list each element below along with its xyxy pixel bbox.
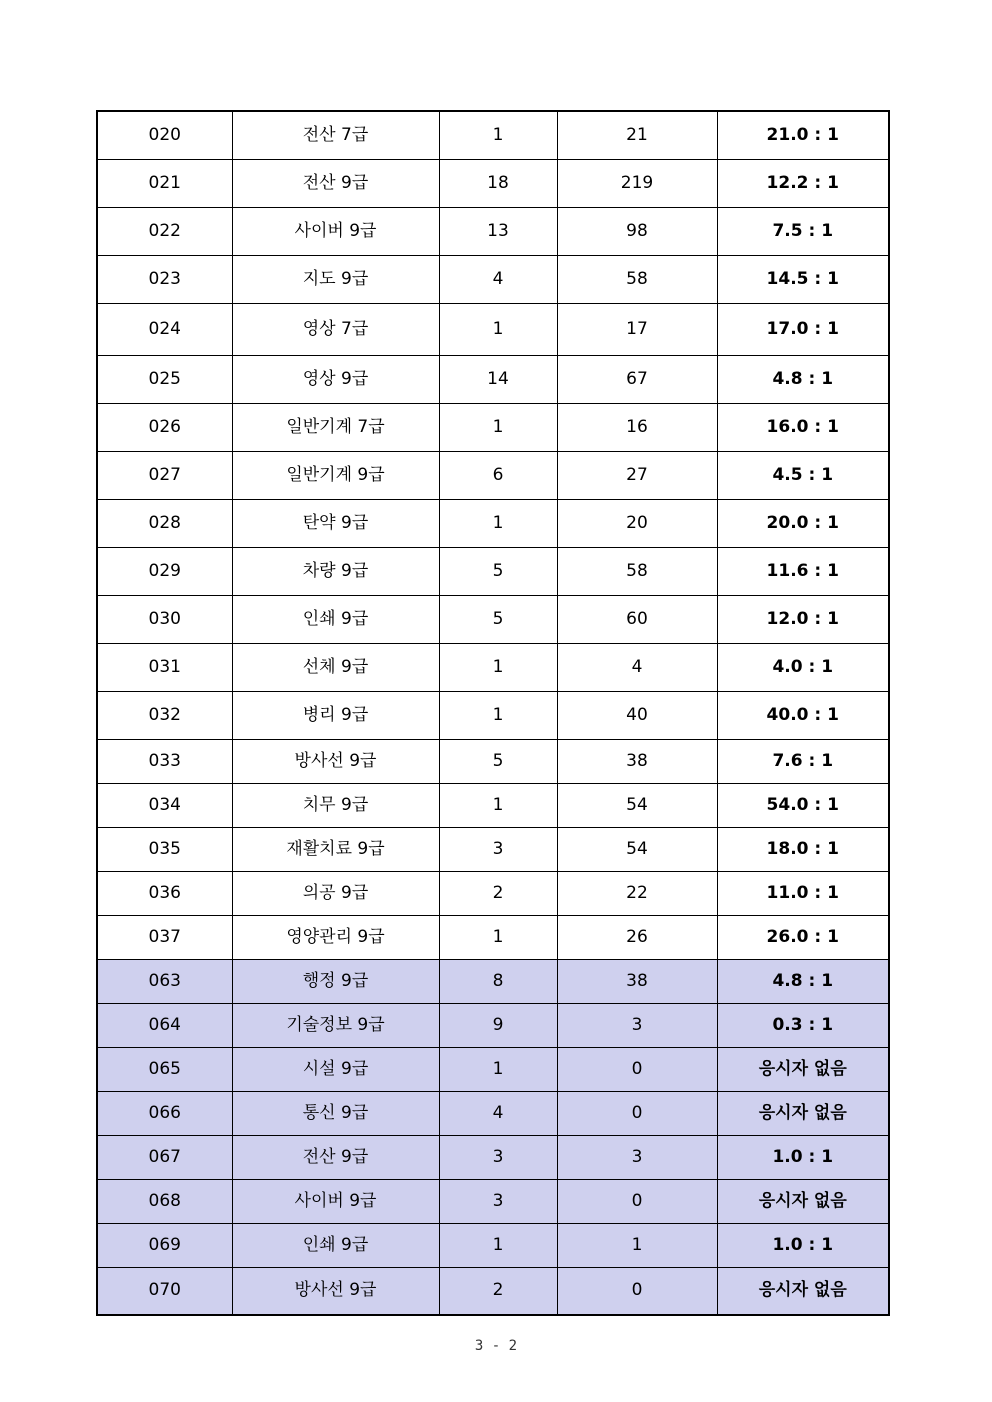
cell-ratio: 14.5 : 1 — [717, 255, 889, 303]
cell-ratio: 응시자 없음 — [717, 1179, 889, 1223]
cell-name: 지도 9급 — [232, 255, 439, 303]
cell-name: 일반기계 7급 — [232, 403, 439, 451]
cell-applicants: 58 — [557, 547, 717, 595]
table-row — [97, 111, 889, 159]
cell-positions: 1 — [439, 303, 557, 355]
cell-applicants: 219 — [557, 159, 717, 207]
page-number: 3 - 2 — [474, 1338, 518, 1354]
cell-ratio: 11.0 : 1 — [717, 871, 889, 915]
cell-applicants: 67 — [557, 355, 717, 403]
cell-ratio: 4.8 : 1 — [717, 355, 889, 403]
cell-positions: 1 — [439, 499, 557, 547]
cell-ratio: 21.0 : 1 — [717, 111, 889, 159]
cell-code: 025 — [97, 355, 232, 403]
cell-name: 일반기계 9급 — [232, 451, 439, 499]
cell-code: 067 — [97, 1135, 232, 1179]
cell-name: 방사선 9급 — [232, 1267, 439, 1315]
cell-code: 023 — [97, 255, 232, 303]
cell-positions: 8 — [439, 959, 557, 1003]
cell-ratio: 4.5 : 1 — [717, 451, 889, 499]
table-row — [97, 451, 889, 499]
cell-name: 사이버 9급 — [232, 207, 439, 255]
cell-name: 탄약 9급 — [232, 499, 439, 547]
cell-ratio: 12.0 : 1 — [717, 595, 889, 643]
cell-code: 022 — [97, 207, 232, 255]
cell-code: 037 — [97, 915, 232, 959]
cell-applicants: 4 — [557, 643, 717, 691]
table-row — [97, 783, 889, 827]
cell-code: 029 — [97, 547, 232, 595]
table-row — [97, 691, 889, 739]
cell-name: 시설 9급 — [232, 1047, 439, 1091]
cell-code: 032 — [97, 691, 232, 739]
cell-code: 024 — [97, 303, 232, 355]
cell-positions: 5 — [439, 547, 557, 595]
table-row — [97, 739, 889, 783]
cell-applicants: 0 — [557, 1267, 717, 1315]
cell-applicants: 98 — [557, 207, 717, 255]
table-row — [97, 871, 889, 915]
table-row — [97, 1091, 889, 1135]
cell-positions: 1 — [439, 783, 557, 827]
cell-ratio: 17.0 : 1 — [717, 303, 889, 355]
cell-applicants: 26 — [557, 915, 717, 959]
table-row — [97, 1179, 889, 1223]
cell-applicants: 20 — [557, 499, 717, 547]
cell-code: 021 — [97, 159, 232, 207]
cell-name: 전산 9급 — [232, 159, 439, 207]
cell-positions: 1 — [439, 403, 557, 451]
cell-ratio: 4.0 : 1 — [717, 643, 889, 691]
table-row — [97, 1267, 889, 1315]
cell-ratio: 1.0 : 1 — [717, 1135, 889, 1179]
cell-code: 069 — [97, 1223, 232, 1267]
cell-ratio: 응시자 없음 — [717, 1267, 889, 1315]
competition-table — [96, 110, 890, 1316]
table-row — [97, 1223, 889, 1267]
cell-ratio: 11.6 : 1 — [717, 547, 889, 595]
cell-ratio: 7.5 : 1 — [717, 207, 889, 255]
table-row — [97, 959, 889, 1003]
cell-name: 의공 9급 — [232, 871, 439, 915]
cell-applicants: 58 — [557, 255, 717, 303]
table-row — [97, 643, 889, 691]
cell-applicants: 60 — [557, 595, 717, 643]
table-row — [97, 207, 889, 255]
cell-positions: 2 — [439, 1267, 557, 1315]
cell-positions: 1 — [439, 1223, 557, 1267]
cell-name: 재활치료 9급 — [232, 827, 439, 871]
cell-positions: 4 — [439, 255, 557, 303]
cell-name: 행정 9급 — [232, 959, 439, 1003]
cell-applicants: 0 — [557, 1047, 717, 1091]
cell-applicants: 17 — [557, 303, 717, 355]
cell-name: 병리 9급 — [232, 691, 439, 739]
cell-ratio: 40.0 : 1 — [717, 691, 889, 739]
cell-applicants: 3 — [557, 1003, 717, 1047]
cell-code: 035 — [97, 827, 232, 871]
cell-ratio: 26.0 : 1 — [717, 915, 889, 959]
cell-positions: 14 — [439, 355, 557, 403]
cell-ratio: 54.0 : 1 — [717, 783, 889, 827]
table-row — [97, 1003, 889, 1047]
cell-code: 065 — [97, 1047, 232, 1091]
cell-name: 치무 9급 — [232, 783, 439, 827]
cell-name: 영양관리 9급 — [232, 915, 439, 959]
cell-code: 064 — [97, 1003, 232, 1047]
cell-applicants: 3 — [557, 1135, 717, 1179]
cell-code: 027 — [97, 451, 232, 499]
cell-name: 기술정보 9급 — [232, 1003, 439, 1047]
cell-name: 영상 7급 — [232, 303, 439, 355]
cell-applicants: 22 — [557, 871, 717, 915]
cell-positions: 5 — [439, 739, 557, 783]
cell-name: 영상 9급 — [232, 355, 439, 403]
cell-code: 031 — [97, 643, 232, 691]
cell-applicants: 21 — [557, 111, 717, 159]
cell-positions: 1 — [439, 1047, 557, 1091]
table-row — [97, 159, 889, 207]
cell-code: 026 — [97, 403, 232, 451]
cell-applicants: 27 — [557, 451, 717, 499]
cell-positions: 18 — [439, 159, 557, 207]
cell-applicants: 0 — [557, 1091, 717, 1135]
cell-positions: 1 — [439, 111, 557, 159]
cell-ratio: 18.0 : 1 — [717, 827, 889, 871]
cell-code: 066 — [97, 1091, 232, 1135]
cell-name: 차량 9급 — [232, 547, 439, 595]
cell-name: 선체 9급 — [232, 643, 439, 691]
cell-code: 030 — [97, 595, 232, 643]
table-row — [97, 355, 889, 403]
cell-ratio: 응시자 없음 — [717, 1091, 889, 1135]
table-row — [97, 547, 889, 595]
cell-name: 방사선 9급 — [232, 739, 439, 783]
cell-code: 034 — [97, 783, 232, 827]
table-row — [97, 827, 889, 871]
cell-applicants: 40 — [557, 691, 717, 739]
cell-ratio: 4.8 : 1 — [717, 959, 889, 1003]
table-row — [97, 915, 889, 959]
cell-name: 인쇄 9급 — [232, 595, 439, 643]
cell-name: 전산 7급 — [232, 111, 439, 159]
cell-positions: 1 — [439, 643, 557, 691]
cell-positions: 13 — [439, 207, 557, 255]
table-row — [97, 255, 889, 303]
table-row — [97, 1135, 889, 1179]
cell-code: 028 — [97, 499, 232, 547]
cell-applicants: 1 — [557, 1223, 717, 1267]
cell-applicants: 38 — [557, 739, 717, 783]
cell-positions: 9 — [439, 1003, 557, 1047]
cell-positions: 3 — [439, 1179, 557, 1223]
cell-name: 인쇄 9급 — [232, 1223, 439, 1267]
cell-applicants: 0 — [557, 1179, 717, 1223]
cell-ratio: 0.3 : 1 — [717, 1003, 889, 1047]
cell-name: 사이버 9급 — [232, 1179, 439, 1223]
table-row — [97, 303, 889, 355]
cell-positions: 1 — [439, 915, 557, 959]
table-row — [97, 1047, 889, 1091]
cell-positions: 6 — [439, 451, 557, 499]
cell-applicants: 16 — [557, 403, 717, 451]
cell-ratio: 20.0 : 1 — [717, 499, 889, 547]
cell-name: 전산 9급 — [232, 1135, 439, 1179]
table-row — [97, 499, 889, 547]
cell-positions: 2 — [439, 871, 557, 915]
table-row — [97, 595, 889, 643]
cell-ratio: 7.6 : 1 — [717, 739, 889, 783]
cell-name: 통신 9급 — [232, 1091, 439, 1135]
cell-code: 068 — [97, 1179, 232, 1223]
cell-positions: 4 — [439, 1091, 557, 1135]
cell-ratio: 16.0 : 1 — [717, 403, 889, 451]
cell-applicants: 54 — [557, 827, 717, 871]
cell-code: 063 — [97, 959, 232, 1003]
table-body — [97, 111, 889, 1315]
cell-ratio: 응시자 없음 — [717, 1047, 889, 1091]
cell-ratio: 1.0 : 1 — [717, 1223, 889, 1267]
cell-code: 033 — [97, 739, 232, 783]
cell-applicants: 54 — [557, 783, 717, 827]
cell-applicants: 38 — [557, 959, 717, 1003]
cell-ratio: 12.2 : 1 — [717, 159, 889, 207]
cell-positions: 5 — [439, 595, 557, 643]
cell-positions: 3 — [439, 1135, 557, 1179]
cell-positions: 1 — [439, 691, 557, 739]
cell-code: 036 — [97, 871, 232, 915]
cell-code: 070 — [97, 1267, 232, 1315]
cell-positions: 3 — [439, 827, 557, 871]
table-row — [97, 403, 889, 451]
cell-code: 020 — [97, 111, 232, 159]
